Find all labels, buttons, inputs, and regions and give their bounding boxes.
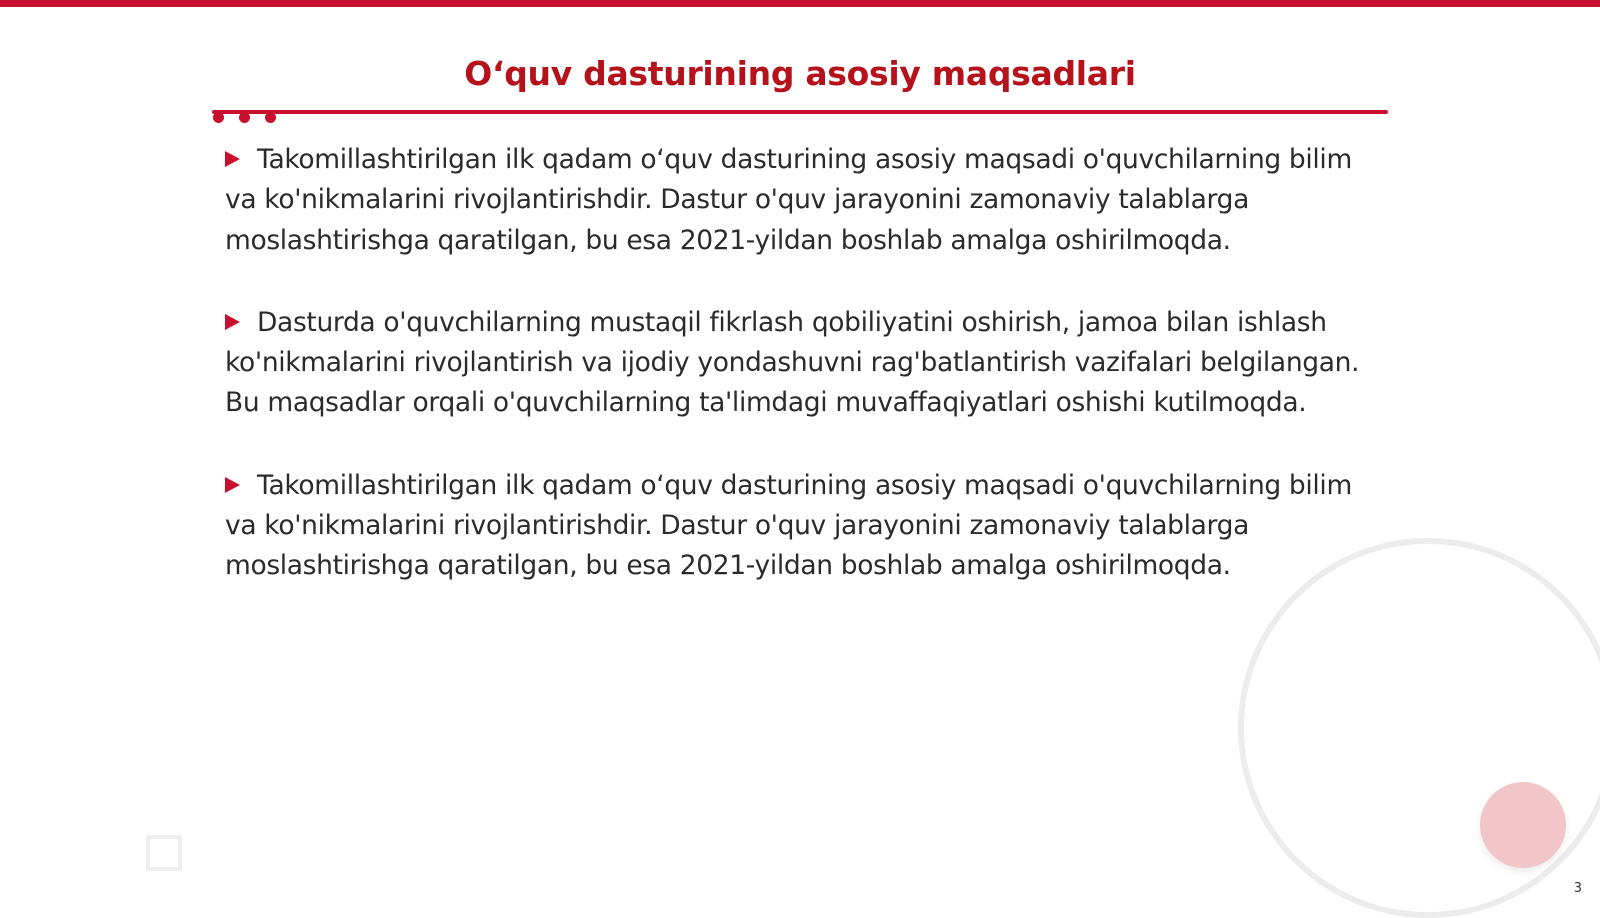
decorative-square: [146, 835, 182, 871]
triangle-right-icon: [225, 151, 240, 167]
page-number: 3: [1573, 881, 1582, 896]
bullet-text: Takomillashtirilgan ilk qadam oʻquv dasturining asosiy maqsadi o'quvchilarning bilim va ko'nikmalarini rivojlantirishdir. Dastur o'quv jarayonini zamonaviy talablarga moslashtirishga qaratilgan, bu esa 2021-yildan boshlab amalga oshirilmoqda.: [225, 469, 1352, 582]
bullet-item: [225, 140, 1375, 261]
title-underline: [212, 110, 1388, 114]
decorative-dot: [239, 112, 250, 123]
decorative-circle: [1480, 782, 1566, 868]
top-accent-bar: [0, 0, 1600, 7]
slide-title: Oʻquv dasturining asosiy maqsadlari: [464, 54, 1136, 93]
bullet-list: [225, 140, 1375, 629]
triangle-right-icon: [225, 314, 240, 330]
bullet-text: Takomillashtirilgan ilk qadam oʻquv dasturining asosiy maqsadi o'quvchilarning bilim va ko'nikmalarini rivojlantirishdir. Dastur o'quv jarayonini zamonaviy talablarga moslashtirishga qaratilgan, bu esa 2021-yildan boshlab amalga oshirilmoqda.: [225, 144, 1352, 256]
bullet-text: Dasturda o'quvchilarning mustaqil fikrlash qobiliyatini oshirish, jamoa bilan ishlash ko'nikmalarini rivojlantirish va ijodiy yondashuvni rag'batlantirish vazifalari belgilangan. Bu maqsadlar orqali o'quvchilarning ta'limdagi muvaffaqiyatlari oshishi kutilmoqda.: [225, 306, 1360, 419]
bullet-item: [225, 303, 1375, 424]
decorative-dot: [213, 112, 224, 123]
triangle-right-icon: [225, 477, 240, 493]
bullet-item: [225, 466, 1375, 587]
decorative-dot: [265, 112, 276, 123]
